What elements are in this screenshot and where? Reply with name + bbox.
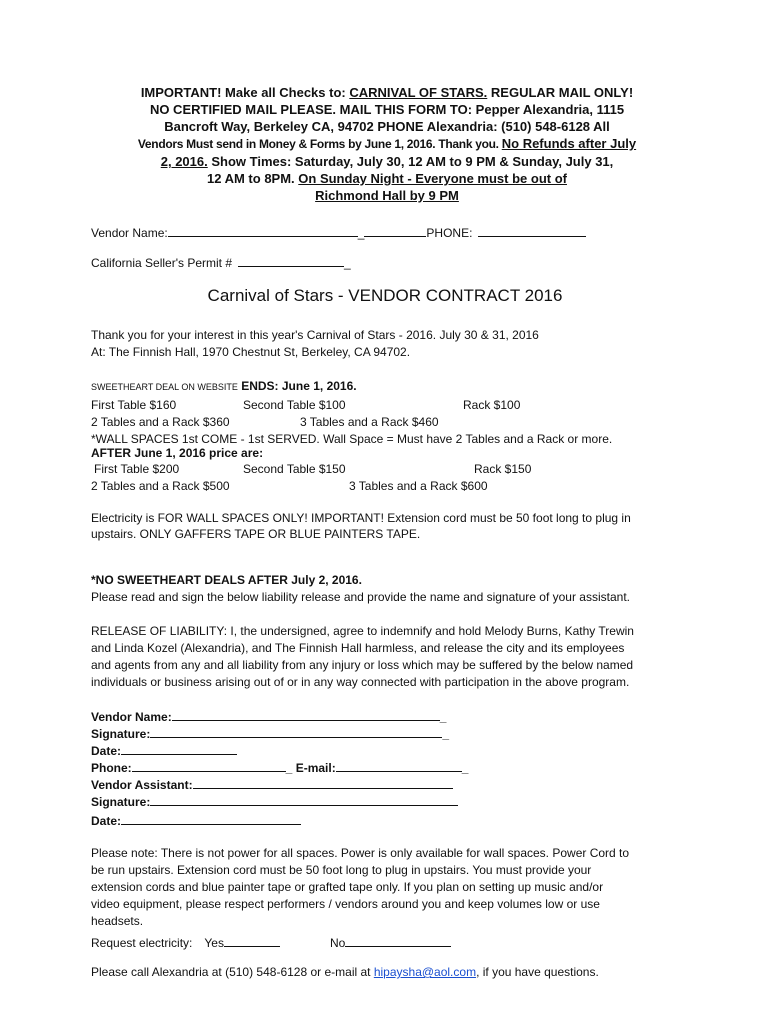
email-link[interactable]: hipaysha@aol.com	[373, 965, 477, 979]
electricity-note-1: Electricity is FOR WALL SPACES ONLY! IMPORTANT! Extension cord must be 50 foot long to plug in	[91, 511, 631, 525]
form-signature2-field[interactable]	[150, 793, 458, 806]
permit-row: California Seller's Permit # _	[91, 256, 351, 270]
early-three-tables-rack: 3 Tables and a Rack $460	[300, 415, 439, 429]
form-signature2-label: Signature:	[91, 795, 151, 809]
form-date-field[interactable]	[121, 742, 237, 755]
power-note-line: be run upstairs. Extension cord must be 50 foot long to plug in upstairs. You must provide your	[91, 863, 592, 877]
no-sweetheart-note: *NO SWEETHEART DEALS AFTER July 2, 2016.	[91, 573, 362, 587]
form-assistant-row	[91, 776, 453, 792]
release-line: RELEASE OF LIABILITY: I, the undersigned, agree to indemnify and hold Melody Burns, Kathy Trewin	[91, 624, 634, 638]
header-line-2: NO CERTIFIED MAIL PLEASE. MAIL THIS FORM TO: Pepper Alexandria, 1115	[149, 102, 625, 117]
yes-label: Yes	[204, 936, 224, 950]
release-line: and Linda Kozel (Alexandria), and The Finnish Hall harmless, and release the city and its employees	[91, 641, 625, 655]
form-date-label: Date:	[91, 744, 122, 758]
phone-field[interactable]	[478, 224, 586, 237]
contact-suffix: , if you have questions.	[476, 965, 599, 979]
header-line-5	[100, 153, 674, 170]
form-vendor-name-field[interactable]	[172, 708, 440, 721]
yes-field[interactable]	[224, 934, 280, 947]
form-vendor-name-row: Vendor Name: _	[91, 710, 447, 724]
late-three-tables-rack: 3 Tables and a Rack $600	[349, 479, 488, 493]
release-of-liability	[91, 623, 651, 691]
wall-spaces-note: *WALL SPACES 1st COME - 1st SERVED. Wall Space = Must have 2 Tables and a Rack or more.	[91, 432, 613, 446]
early-rack: Rack $100	[463, 398, 521, 412]
sweetheart-heading	[91, 379, 357, 393]
form-date2-label: Date:	[91, 814, 122, 828]
power-note-line: extension cords and blue painter tape or grafted tape only. If you plan on setting up music and/or	[91, 880, 604, 894]
late-two-tables-rack: 2 Tables and a Rack $500	[91, 479, 230, 493]
vendor-phone-row: Vendor Name: _ PHONE:	[91, 224, 586, 240]
sweetheart-end-date: ENDS: June 1, 2016.	[237, 379, 357, 393]
sunday-night-note: On Sunday Night - Everyone must be out of	[298, 171, 567, 186]
form-date2-field[interactable]	[121, 812, 301, 825]
form-assistant-label: Vendor Assistant:	[91, 778, 193, 792]
sunday-hours: 12 AM to 8PM.	[207, 171, 299, 186]
form-date-row	[91, 742, 237, 758]
permit-field[interactable]	[238, 254, 344, 267]
form-phone-label: Phone:	[91, 761, 132, 775]
late-rack: Rack $150	[474, 462, 532, 476]
page-title: Carnival of Stars - VENDOR CONTRACT 2016	[207, 286, 563, 305]
no-field[interactable]	[345, 934, 451, 947]
vendor-name-field[interactable]	[168, 224, 358, 237]
regular-mail-note: REGULAR MAIL ONLY!	[487, 85, 634, 100]
header-notice	[100, 84, 674, 204]
release-line: and agents from any and all liability from any injury or loss which may be suffered by the below named	[91, 658, 634, 672]
after-june-heading: AFTER June 1, 2016 price are:	[91, 446, 264, 460]
form-email-label: E-mail:	[295, 761, 336, 775]
payee-name: CARNIVAL OF STARS.	[349, 85, 488, 100]
header-line-3: Bancroft Way, Berkeley CA, 94702 PHONE Alexandria: (510) 548-6128 All	[164, 119, 610, 134]
form-email-field[interactable]	[336, 759, 462, 772]
permit-label: California Seller's Permit #	[91, 256, 233, 270]
early-second-table: Second Table $100	[243, 398, 346, 412]
sweetheart-label: SWEETHEART DEAL ON WEBSITE	[91, 382, 238, 392]
no-refunds-note: No Refunds after July	[501, 136, 637, 151]
header-line-6	[100, 170, 674, 187]
form-signature2-row	[91, 793, 458, 809]
contact-row	[91, 965, 599, 979]
late-second-table: Second Table $150	[243, 462, 346, 476]
header-line-1	[100, 84, 674, 101]
power-note	[91, 845, 671, 930]
form-phone-email-row: Phone: _ E-mail: _	[91, 761, 469, 775]
no-refunds-date: 2, 2016.	[160, 154, 208, 169]
header-line-7: Richmond Hall by 9 PM	[315, 188, 459, 203]
sign-instructions: Please read and sign the below liability release and provide the name and signature of your assistant.	[91, 590, 630, 604]
request-electricity-label: Request electricity:	[91, 936, 193, 950]
electricity-note-2: upstairs. ONLY GAFFERS TAPE OR BLUE PAINTERS TAPE.	[91, 527, 421, 541]
header-line-4	[100, 135, 674, 153]
contact-prefix: Please call Alexandria at (510) 548-6128 or e-mail at	[91, 965, 374, 979]
form-phone-field[interactable]	[132, 759, 286, 772]
power-note-line: headsets.	[91, 914, 144, 928]
vendor-name-field-ext[interactable]	[364, 224, 426, 237]
request-electricity-row	[91, 934, 451, 950]
early-first-table: First Table $160	[91, 398, 177, 412]
deadline-note: Vendors Must send in Money & Forms by June 1, 2016. Thank you.	[137, 137, 502, 151]
power-note-line: video equipment, please respect performers / vendors around you and keep volumes low or use	[91, 897, 600, 911]
form-assistant-field[interactable]	[193, 776, 453, 789]
intro-line-1: Thank you for your interest in this year's Carnival of Stars - 2016. July 30 & 31, 2016	[91, 328, 539, 342]
form-signature-row: Signature: _	[91, 727, 450, 741]
form-signature-label: Signature:	[91, 727, 151, 741]
no-label: No	[329, 936, 346, 950]
vendor-name-label: Vendor Name:	[91, 226, 168, 240]
form-date2-row	[91, 812, 301, 828]
phone-label: PHONE:	[426, 226, 473, 240]
power-note-line: Please note: There is not power for all spaces. Power is only available for wall spaces. Power Cord to	[91, 846, 630, 860]
early-two-tables-rack: 2 Tables and a Rack $360	[91, 415, 230, 429]
release-line: individuals or business arising out of or in any way connected with participation in the above program.	[91, 675, 630, 689]
intro-location: At: The Finnish Hall, 1970 Chestnut St, Berkeley, CA 94702.	[91, 345, 411, 359]
form-signature-field[interactable]	[150, 725, 442, 738]
late-first-table: First Table $200	[94, 462, 180, 476]
show-times: Show Times: Saturday, July 30, 12 AM to 9 PM & Sunday, July 31,	[207, 154, 614, 169]
important-prefix: IMPORTANT! Make all Checks to:	[140, 85, 350, 100]
form-vendor-name-label: Vendor Name:	[91, 710, 172, 724]
